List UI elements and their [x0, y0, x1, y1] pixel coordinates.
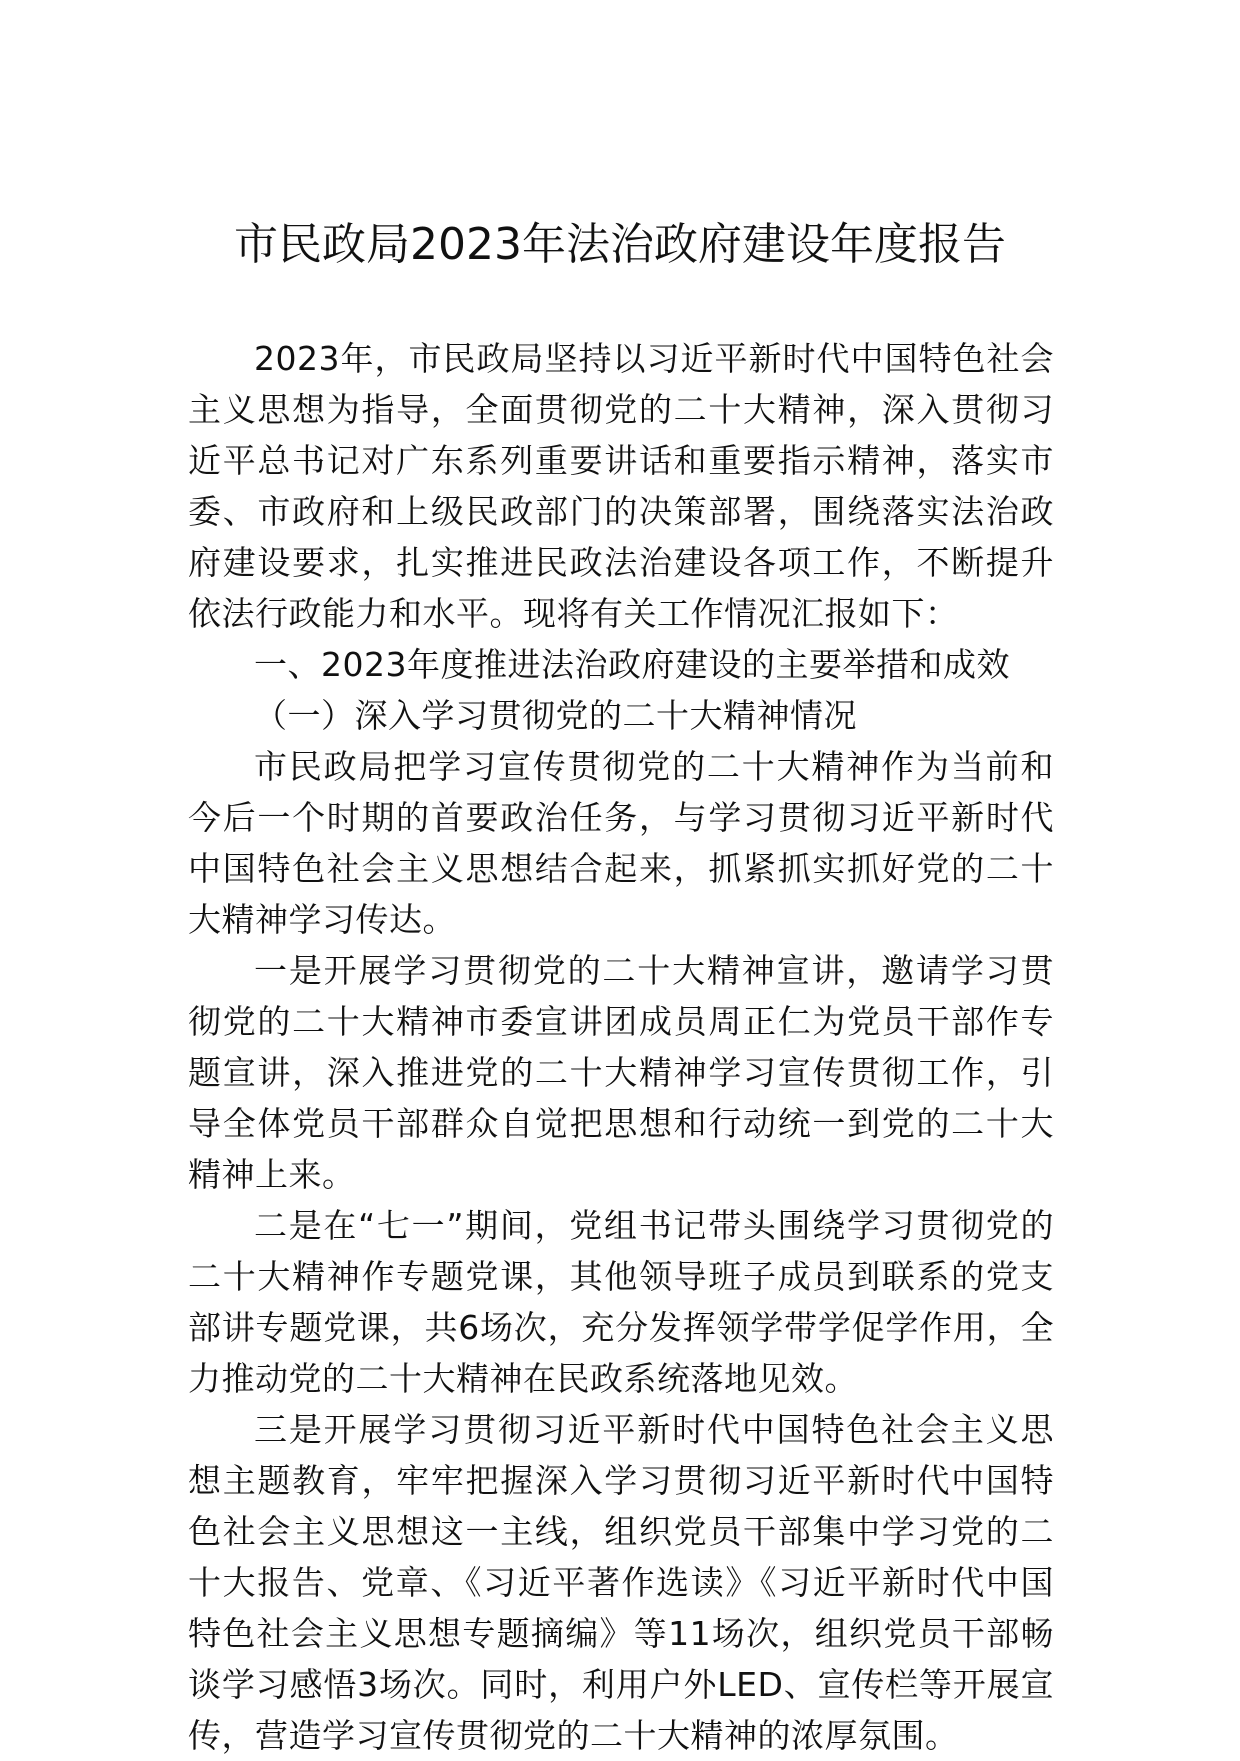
body-paragraph: 一是开展学习贯彻党的二十大精神宣讲，邀请学习贯彻党的二十大精神市委宣讲团成员周正仁为党员干部作专题宣讲，深入推进党的二十大精神学习宣传贯彻工作，引导全体党员干部群众自觉把思想和行动统一到党的二十大精神上来。 — [188, 951, 1054, 1194]
body-paragraph: 三是开展学习贯彻习近平新时代中国特色社会主义思想主题教育，牢牢把握深入学习贯彻习近平新时代中国特色社会主义思想这一主线，组织党员干部集中学习党的二十大报告、党章、《习近平著作选读》《习近平新时代中国特色社会主义思想专题摘编》等11场次，组织党员干部畅谈学习感悟3场次。同时，利用户外LED、宣传栏等开展宣传，营造学习宣传贯彻党的二十大精神的浓厚氛围。 — [188, 1410, 1054, 1755]
document-title: 市民政局2023年法治政府建设年度报告 — [234, 219, 1006, 270]
section-heading: 一、2023年度推进法治政府建设的主要举措和成效 — [254, 645, 1010, 684]
body-paragraph: 二是在“七一”期间，党组书记带头围绕学习贯彻党的二十大精神作专题党课，其他领导班子成员到联系的党支部讲专题党课，共6场次，充分发挥领学带学促学作用，全力推动党的二十大精神在民政系统落地见效。 — [188, 1206, 1054, 1398]
body-paragraph: 市民政局把学习宣传贯彻党的二十大精神作为当前和今后一个时期的首要政治任务，与学习贯彻习近平新时代中国特色社会主义思想结合起来，抓紧抓实抓好党的二十大精神学习传达。 — [188, 747, 1054, 939]
subsection-heading: （一）深入学习贯彻党的二十大精神情况 — [254, 696, 857, 735]
document-body — [188, 333, 1054, 1761]
intro-paragraph: 2023年，市民政局坚持以习近平新时代中国特色社会主义思想为指导，全面贯彻党的二十大精神，深入贯彻习近平总书记对广东系列重要讲话和重要指示精神，落实市委、市政府和上级民政部门的决策部署，围绕落实法治政府建设要求，扎实推进民政法治建设各项工作，不断提升依法行政能力和水平。现将有关工作情况汇报如下： — [188, 339, 1054, 633]
